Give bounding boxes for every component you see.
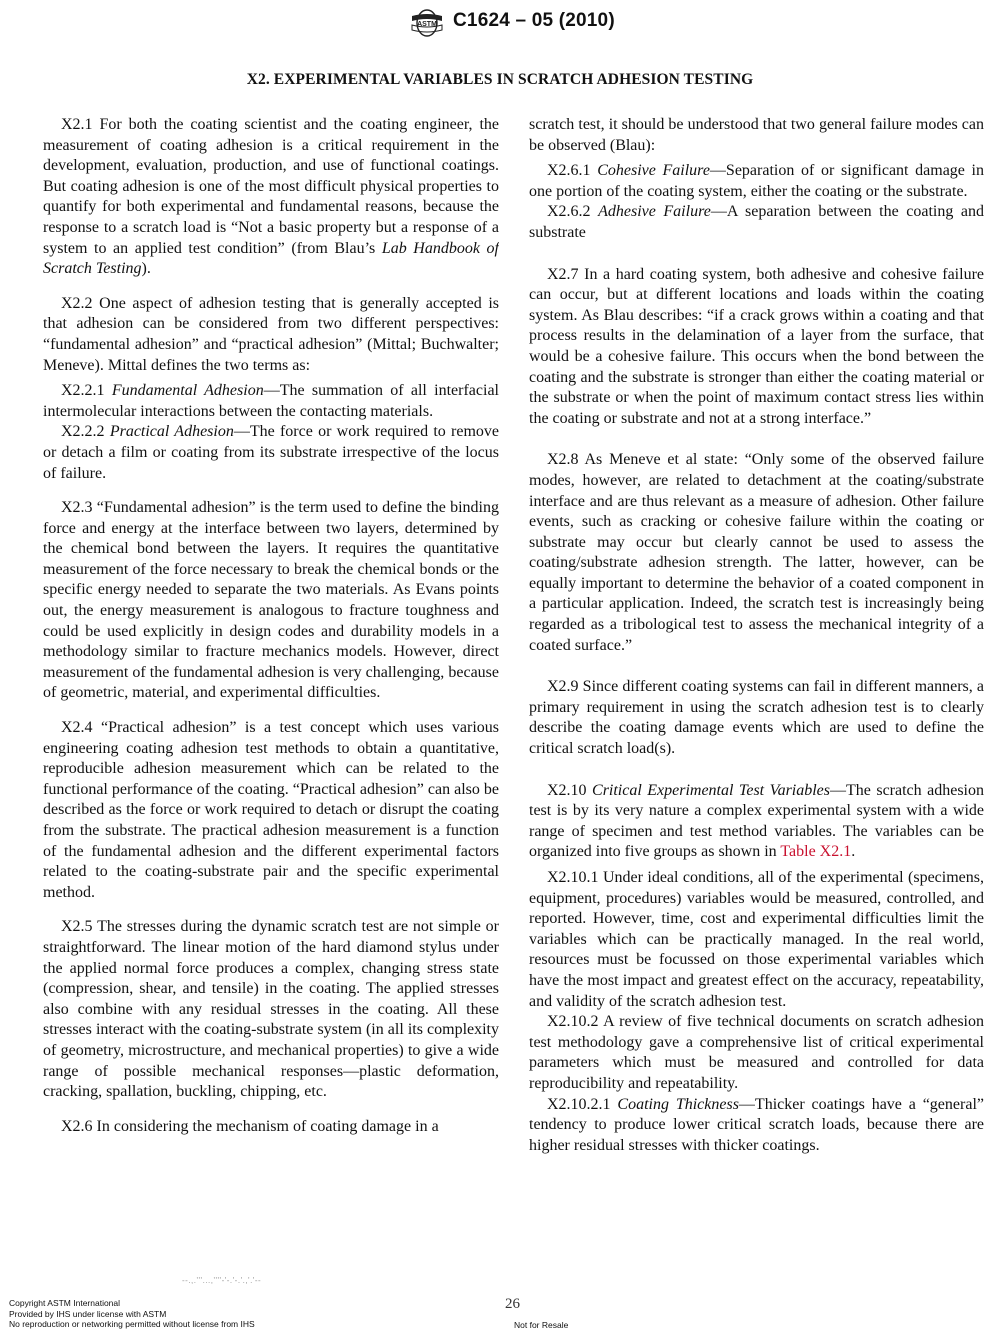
paragraph-x2-6-2: X2.6.2 Adhesive Failure—A separation between the coating and substrate	[529, 203, 984, 241]
paragraph-x2-10-1: X2.10.1 Under ideal conditions, all of the experimental (specimens, equipment, procedures) variables would be measured, controlled, and reported. However, time, cost and experimental difficulties limit the variables which can be practically managed. In the real world, resources must be focussed on those experimental variables which have the most impact and greatest effect on the accuracy, repeatability, and validity of the scratch adhesion test.	[529, 869, 984, 1010]
paragraph-x2-10-2: X2.10.2 A review of five technical documents on scratch adhesion test methodology gave a comprehensive list of critical experimental parameters which must be measured and controlled for data reproducibility and repeatability.	[529, 1013, 984, 1092]
paragraph-x2-2: X2.2 One aspect of adhesion testing that is generally accepted is that adhesion can be considered from two different perspectives: “fundamental adhesion” and “practical adhesion” (Mittal; Buchwalter; Meneve). Mittal defines the two terms as:	[43, 294, 499, 374]
paragraph-x2-7: X2.7 In a hard coating system, both adhesive and cohesive failure can occur, but at different locations and loads within the coating system. As Blau describes: “if a crack grows within a coating and that process results in the delamination of a layer from the surface, that would be a cohesive failure. This occurs when the bond between the coating and the substrate is stronger than either the coating material or the substrate or when the point of maximum contact stress lies within the coating or substrate and not at a strong interface.”	[529, 265, 984, 427]
paragraph-x2-2-1: X2.2.1 Fundamental Adhesion—The summation of all interfacial intermolecular interactions between the contacting materials.	[43, 382, 499, 420]
provided-by-line: Provided by IHS under license with ASTM	[9, 1308, 167, 1319]
paragraph-x2-5: X2.5 The stresses during the dynamic scratch test are not simple or straightforward. The linear motion of the hard diamond stylus under the applied normal force produces a complex, changing stress state (compression, shear, and tensile) in the coating. The applied stresses also combine with any residual stresses in the coating. All these stresses interact with the coating-substrate system (in all its complexity of geometry, microstructure, and mechanical properties) to give a wide range of possible mechanical responses—plastic deformation, cracking, spallation, buckling, chipping, etc.	[43, 918, 499, 1101]
paragraph-x2-4: X2.4 “Practical adhesion” is a test concept which uses various engineering coating adhesion test methods to obtain a quantitative, reproducible adhesion measurement which can be related to the functional performance of the coating. “Practical adhesion” can also be described as the force or work required to detach or disrupt the coating from the substrate. The practical adhesion measurement is a function of the fundamental adhesion and the different experimental factors related to the coating-substrate pair and the specific experimental method.	[43, 719, 499, 901]
table-x2-1-link[interactable]: Table X2.1	[780, 843, 852, 861]
paragraph-x2-6-1: X2.6.1 Cohesive Failure—Separation of or significant damage in one portion of the coating system, either the coating or the substrate.	[529, 162, 984, 200]
section-title: X2. EXPERIMENTAL VARIABLES IN SCRATCH ADHESION TESTING	[246, 71, 754, 88]
paragraph-x2-3: X2.3 “Fundamental adhesion” is the term used to define the binding force and energy at the interface between two layers, determined by the chemical bond between the layers. It requires the quantitative measurement of the force necessary to break the chemical bonds or the specific energy needed to separate the two materials. As Evans points out, the energy measurement is analogous to fracture toughness and could be used explicitly in design codes and durability models in a methodology similar to fracture mechanics models. However, direct measurement of the fundamental adhesion is very challenging, because of geometric, material, and experimental difficulties.	[43, 499, 499, 702]
not-for-resale-label: Not for Resale	[514, 1320, 569, 1330]
paragraph-x2-9: X2.9 Since different coating systems can fail in different manners, a primary requirement in using the scratch adhesion test is to clearly describe the coating damage events which are used to define the critical scratch load(s).	[529, 678, 984, 758]
astm-logo-icon	[408, 8, 446, 38]
paragraph-x2-8: X2.8 As Meneve et al state: “Only some of the observed failure modes, however, are related to detachment at the coating/substrate interface and are thus relevant as a measure of adhesion. Other failure events, such as cracking or cohesive failure within the coating or substrate may occur but clearly cannot be used to assess the coating/substrate adhesion strength. The latter, however, can be equally important to determine the behavior of a coated component in a particular application. Indeed, the scratch test is increasingly being regarded as a tribological test to assess the mechanical integrity of a coated surface.”	[529, 451, 984, 654]
paragraph-x2-10: X2.10 Critical Experimental Test Variables—The scratch adhesion test is by its very nature a complex experimental system with a wide range of specimen and test method variables. The variables can be organized into five groups as shown in Table X2.1.	[529, 781, 984, 861]
document-designation: C1624 – 05 (2010)	[453, 10, 615, 31]
copyright-line: Copyright ASTM International	[9, 1298, 121, 1308]
left-column	[43, 115, 499, 1275]
paragraph-x2-1: X2.1 For both the coating scientist and the coating engineer, the measurement of coating adhesion is a critical requirement in the development, evaluation, production, and use of functional coatings. But coating adhesion is one of the most difficult physical properties to quantify for both experimental and fundamental reasons, because the response to a scratch load is “Not a basic property but a response of a system to an applied test condition” (from Blau’s Lab Handbook of Scratch Testing).	[43, 116, 499, 278]
paragraph-x2-2-2: X2.2.2 Practical Adhesion—The force or work required to remove or detach a film or coating from its substrate irrespective of the locus of failure.	[43, 423, 499, 482]
right-column	[529, 115, 984, 1275]
no-reproduction-line: No reproduction or networking permitted without license from IHS	[9, 1319, 255, 1329]
paragraph-x2-6-start: X2.6 In considering the mechanism of coating damage in a	[61, 1117, 439, 1135]
astm-logo-text: ASTM	[417, 21, 437, 28]
copyright-block	[9, 1298, 255, 1330]
paragraph-x2-10-2-1: X2.10.2.1 Coating Thickness—Thicker coatings have a “general” tendency to produce lower critical scratch loads, because there are higher residual stresses with thicker coatings.	[529, 1095, 984, 1154]
page-number: 26	[505, 1296, 520, 1312]
page-header	[0, 6, 1000, 40]
scan-artifact-text: --.,.'''...,''''-'-.'-.'.,'.'--	[182, 1276, 262, 1285]
paragraph-x2-6-cont: scratch test, it should be understood that two general failure modes can be observed (Blau):	[529, 116, 984, 154]
